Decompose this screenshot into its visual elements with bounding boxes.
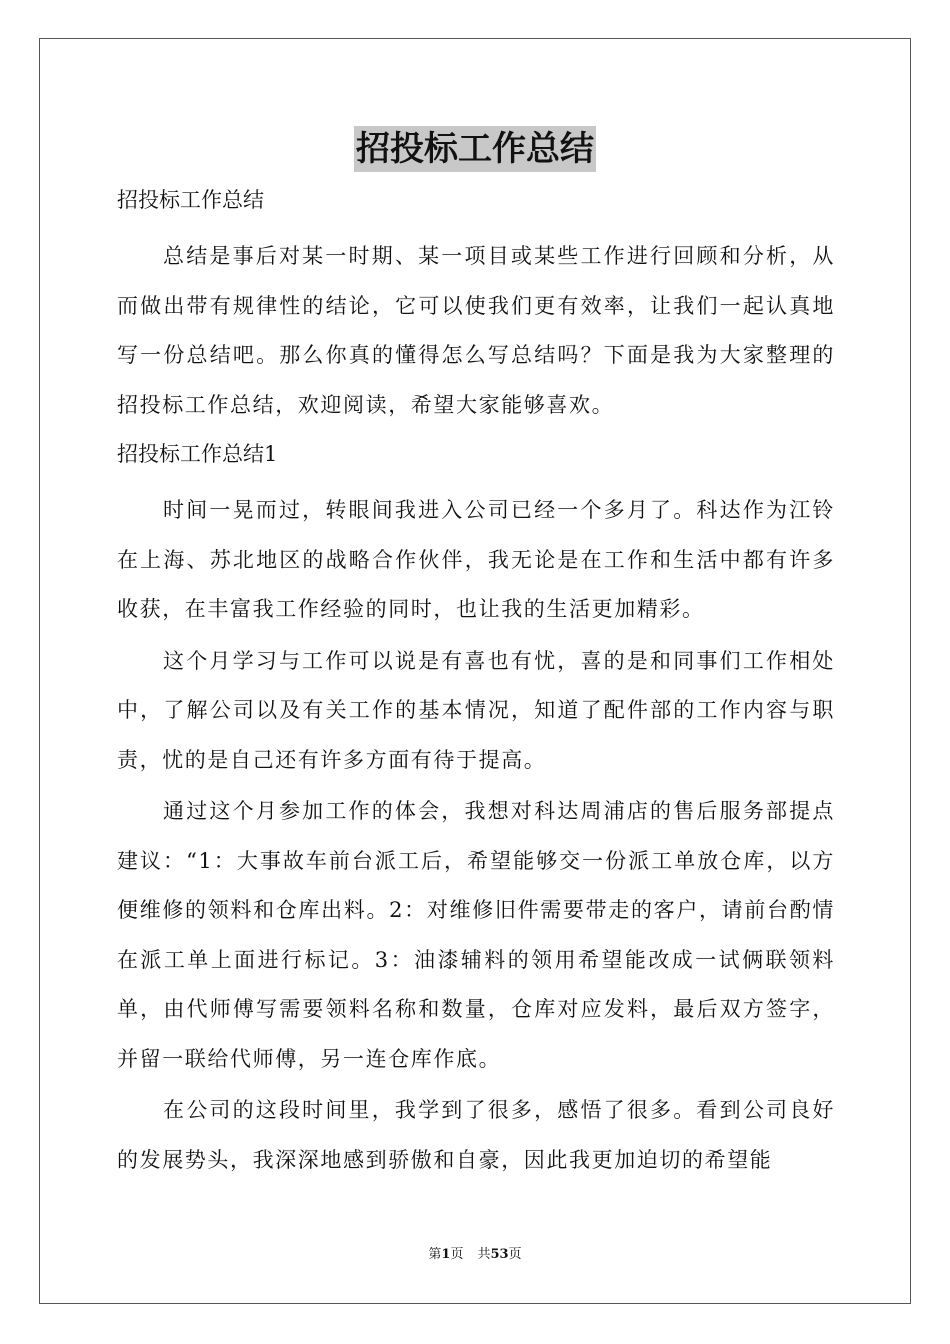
document-title: 招投标工作总结	[354, 126, 596, 172]
page-footer	[0, 1246, 950, 1264]
intro-paragraph: 总结是事后对某一时期、某一项目或某些工作进行回顾和分析，从而做出带有规律性的结论，它可以使我们更有效率，让我们一起认真地写一份总结吧。那么你真的懂得怎么写总结吗？下面是我为大家整理的招投标工作总结，欢迎阅读，希望大家能够喜欢。	[117, 244, 835, 417]
footer-total-prefix: 共	[477, 1247, 491, 1262]
section1-paragraph-2: 这个月学习与工作可以说是有喜也有忧，喜的是和同事们工作相处中，了解公司以及有关工作的基本情况，知道了配件部的工作内容与职责，忧的是自己还有许多方面有待于提高。	[117, 648, 835, 772]
section1-paragraph-4: 在公司的这段时间里，我学到了很多，感悟了很多。看到公司良好的发展势头，我深深地感到骄傲和自豪，因此我更加迫切的希望能	[117, 1098, 835, 1172]
footer-page-current: 1	[441, 1247, 451, 1262]
footer-page-prefix: 第	[428, 1247, 442, 1262]
footer-page-suffix: 页	[450, 1247, 464, 1262]
footer-total-suffix: 页	[508, 1247, 522, 1262]
title-wrap	[0, 126, 950, 172]
section-heading-1: 招投标工作总结1	[117, 442, 278, 466]
document-subtitle: 招投标工作总结	[117, 188, 264, 212]
section1-paragraph-3: 通过这个月参加工作的体会，我想对科达周浦店的售后服务部提点建议：“1：大事故车前台派工后，希望能够交一份派工单放仓库，以方便维修的领料和仓库出料。2：对维修旧件需要带走的客户，请前台酌情在派工单上面进行标记。3：油漆辅料的领用希望能改成一试俩联领料单，由代师傅写需要领料名称和数量，仓库对应发料，最后双方签字，并留一联给代师傅，另一连仓库作底。	[117, 799, 835, 1071]
document-body	[117, 178, 835, 1187]
footer-page-total: 53	[490, 1247, 509, 1262]
section1-paragraph-1: 时间一晃而过，转眼间我进入公司已经一个多月了。科达作为江铃在上海、苏北地区的战略合作伙伴，我无论是在工作和生活中都有许多收获，在丰富我工作经验的同时，也让我的生活更加精彩。	[117, 498, 835, 621]
